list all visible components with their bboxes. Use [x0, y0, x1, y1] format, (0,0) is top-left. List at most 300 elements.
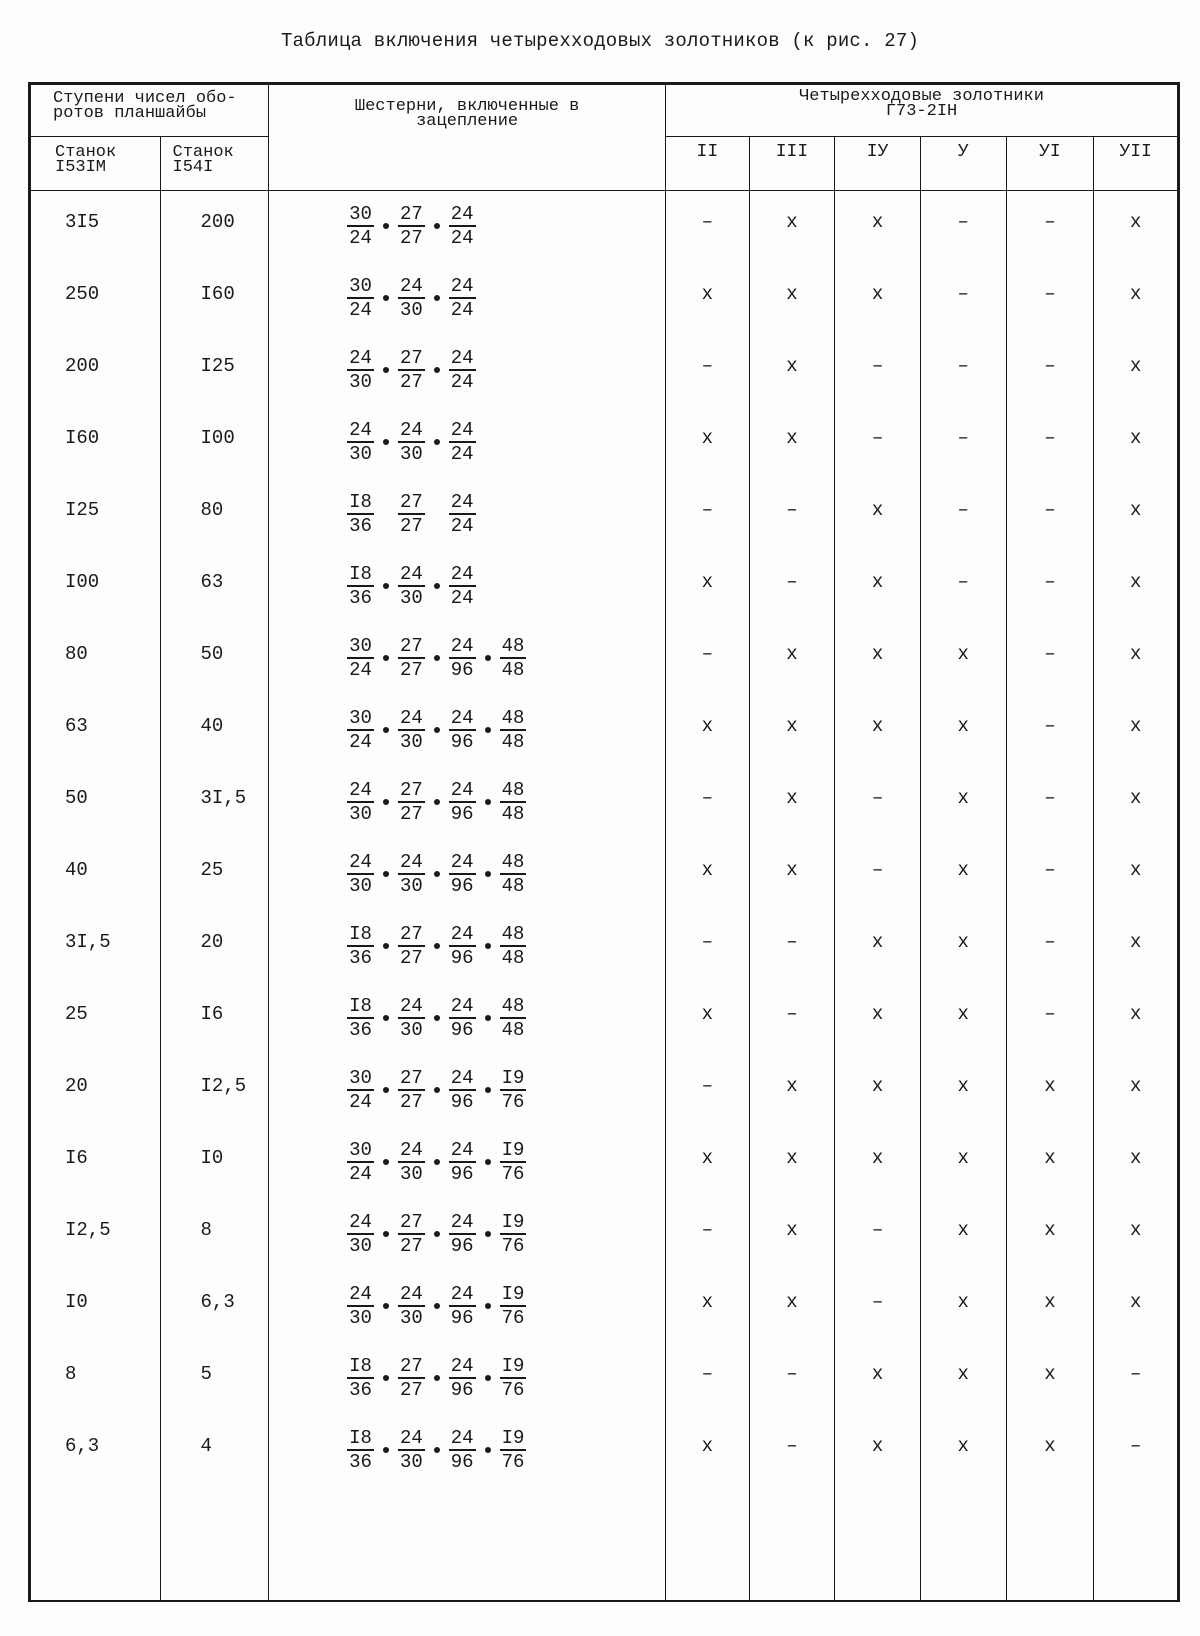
gear-ratio-denominator: 24 [450, 227, 474, 249]
gear-ratio-numerator: 48 [501, 778, 525, 801]
speed-step-machine-1: 200 [31, 335, 161, 407]
gear-ratio-numerator: I9 [501, 1210, 525, 1233]
valve-iv-state: x [835, 479, 921, 551]
gear-ratio [449, 203, 476, 249]
empty-cell [1094, 1487, 1178, 1601]
gear-ratio-numerator: 30 [349, 1066, 372, 1089]
valve-vi-state: x [1006, 1271, 1094, 1343]
gear-ratio [398, 563, 425, 609]
gear-ratio-numerator: I8 [349, 1426, 372, 1449]
gear-ratio-numerator: 24 [349, 1282, 372, 1305]
header-valve-v: У [920, 137, 1006, 191]
empty-cell [666, 1487, 750, 1601]
gear-ratio [347, 995, 374, 1041]
gear-train [269, 1271, 666, 1343]
speed-step-machine-2: 40 [160, 695, 269, 767]
gear-ratio-denominator: 36 [349, 1018, 372, 1041]
gear-ratio-denominator: 30 [349, 802, 372, 825]
multiply-dot [383, 871, 389, 877]
gear-ratio [398, 1283, 425, 1329]
valve-vii-state: x [1094, 839, 1178, 911]
valve-iv-state: – [835, 1271, 921, 1343]
gear-ratio [398, 851, 425, 897]
empty-cell [269, 1487, 666, 1601]
gear-ratio-numerator: 24 [450, 1354, 474, 1377]
table-row [31, 191, 1178, 263]
gear-ratio-denominator: 96 [450, 946, 474, 969]
table-row [31, 479, 1178, 551]
gear-ratio-denominator: 36 [349, 1378, 372, 1401]
gear-ratio [347, 1355, 374, 1401]
gear-train [269, 623, 666, 695]
gear-ratio [449, 851, 476, 897]
speed-step-machine-1: I00 [31, 551, 161, 623]
speed-step-machine-2: 80 [160, 479, 269, 551]
valve-v-state: x [920, 911, 1006, 983]
speed-step-machine-2: 6,3 [160, 1271, 269, 1343]
gear-ratio-denominator: 48 [501, 658, 525, 681]
gear-ratio-denominator: 96 [450, 1378, 474, 1401]
gear-ratio-denominator: 76 [501, 1378, 525, 1401]
table-row [31, 983, 1178, 1055]
valve-vi-state: – [1006, 911, 1094, 983]
gear-ratio-numerator: 27 [399, 203, 423, 225]
valve-vii-state: x [1094, 335, 1178, 407]
gear-ratio-denominator: 96 [450, 802, 474, 825]
multiply-dot [383, 1303, 389, 1309]
gear-ratio-numerator: 24 [349, 778, 372, 801]
valve-ii-state: – [666, 767, 750, 839]
gear-ratio-numerator: 27 [399, 490, 423, 513]
gear-ratio [398, 779, 425, 825]
gear-ratio [449, 779, 476, 825]
gear-ratio-denominator: 96 [450, 730, 474, 753]
gear-ratio [449, 419, 476, 465]
valve-iii-state: x [749, 335, 835, 407]
gear-ratio-denominator: 27 [399, 946, 423, 969]
gear-ratio-numerator: 24 [450, 1426, 474, 1449]
valve-vii-state: – [1094, 1343, 1178, 1415]
multiply-dot [434, 799, 440, 805]
multiply-dot [485, 1375, 491, 1381]
gear-ratio-denominator: 30 [399, 586, 423, 609]
valve-ii-state: – [666, 1199, 750, 1271]
valve-iii-state: – [749, 1415, 835, 1487]
gear-ratio [398, 1211, 425, 1257]
speed-step-machine-1: 8 [31, 1343, 161, 1415]
valve-vii-state: x [1094, 767, 1178, 839]
multiply-dot [383, 295, 389, 301]
gear-train [269, 1343, 666, 1415]
multiply-dot [383, 727, 389, 733]
gear-ratio-numerator: 27 [399, 346, 423, 369]
multiply-dot [485, 1447, 491, 1453]
gear-train [269, 1127, 666, 1199]
valve-vii-state: x [1094, 407, 1178, 479]
speed-step-machine-1: 25 [31, 983, 161, 1055]
speed-step-machine-2: I25 [160, 335, 269, 407]
speed-step-machine-2: I60 [160, 263, 269, 335]
gear-train [269, 695, 666, 767]
valve-vi-state: – [1006, 407, 1094, 479]
valve-ii-state: – [666, 335, 750, 407]
gear-ratio-denominator: 30 [399, 874, 423, 897]
gear-ratio-numerator: 48 [501, 850, 525, 873]
gear-ratio-denominator: 24 [450, 514, 474, 537]
table-row [31, 551, 1178, 623]
gear-ratio-numerator: 48 [501, 922, 525, 945]
header-valve-iv: IУ [835, 137, 921, 191]
gear-train [269, 911, 666, 983]
valve-vi-state: x [1006, 1055, 1094, 1127]
gear-ratio-denominator: 96 [450, 1450, 474, 1473]
gear-ratio [347, 491, 374, 537]
gear-ratio-denominator: 96 [450, 874, 474, 897]
speed-step-machine-2: I2,5 [160, 1055, 269, 1127]
valve-iii-state: – [749, 1343, 835, 1415]
valve-iv-state: – [835, 407, 921, 479]
gear-ratio-numerator: 24 [450, 706, 474, 729]
valve-v-state: – [920, 551, 1006, 623]
gear-ratio [500, 923, 527, 969]
gear-ratio-numerator: 30 [349, 1138, 372, 1161]
header-valve-ii: II [666, 137, 750, 191]
gear-ratio-denominator: 30 [399, 442, 423, 465]
valve-v-state: x [920, 1127, 1006, 1199]
gear-ratio-numerator: I9 [501, 1354, 525, 1377]
valve-ii-state: x [666, 1127, 750, 1199]
multiply-dot [485, 1015, 491, 1021]
valve-vii-state: x [1094, 551, 1178, 623]
valve-iv-state: x [835, 191, 921, 263]
gear-ratio-denominator: 96 [450, 1090, 474, 1113]
valve-iii-state: x [749, 839, 835, 911]
gear-ratio-denominator: 24 [450, 586, 474, 609]
valve-vii-state: x [1094, 1127, 1178, 1199]
speed-step-machine-1: I0 [31, 1271, 161, 1343]
table-row [31, 695, 1178, 767]
gear-ratio-denominator: 24 [349, 658, 372, 681]
valve-ii-state: – [666, 1055, 750, 1127]
speed-step-machine-1: I2,5 [31, 1199, 161, 1271]
gear-ratio-numerator: 24 [450, 994, 474, 1017]
gear-ratio-denominator: 27 [399, 1090, 423, 1113]
valve-iii-state: x [749, 623, 835, 695]
gear-ratio-denominator: 96 [450, 1306, 474, 1329]
gear-ratio [398, 995, 425, 1041]
valve-v-state: – [920, 479, 1006, 551]
gear-train [269, 1415, 666, 1487]
gear-ratio [347, 923, 374, 969]
gear-ratio-denominator: 36 [349, 1450, 372, 1473]
gear-ratio [449, 491, 476, 537]
speed-step-machine-2: 20 [160, 911, 269, 983]
gear-ratio [500, 1283, 527, 1329]
gear-ratio [347, 419, 374, 465]
gear-ratio-numerator: 27 [399, 1354, 423, 1377]
gear-ratio-numerator: 24 [399, 418, 423, 441]
gear-ratio-numerator: 24 [450, 274, 474, 297]
gear-ratio-numerator: I9 [501, 1138, 525, 1161]
valve-iii-state: x [749, 407, 835, 479]
gear-ratio-denominator: 24 [349, 1162, 372, 1185]
gear-ratio [347, 275, 374, 321]
empty-cell [835, 1487, 921, 1601]
valve-vi-state: – [1006, 263, 1094, 335]
gear-ratio-numerator: 24 [399, 1282, 423, 1305]
gear-ratio-numerator: 24 [399, 274, 423, 297]
gear-ratio [398, 203, 425, 249]
valve-vii-state: x [1094, 983, 1178, 1055]
multiply-dot [383, 943, 389, 949]
header-valve-vii: УII [1094, 137, 1178, 191]
valve-iv-state: – [835, 1199, 921, 1271]
multiply-dot [383, 799, 389, 805]
gear-ratio-numerator: 30 [349, 706, 372, 729]
gear-ratio [449, 563, 476, 609]
valve-iv-state: x [835, 1055, 921, 1127]
gear-ratio-numerator: 24 [399, 850, 423, 873]
speed-step-machine-1: 6,3 [31, 1415, 161, 1487]
gear-ratio-numerator: 24 [349, 418, 372, 441]
valve-v-state: – [920, 263, 1006, 335]
gear-train [269, 191, 666, 263]
gear-ratio-denominator: 76 [501, 1306, 525, 1329]
gear-ratio [347, 1139, 374, 1185]
multiply-dot [434, 295, 440, 301]
empty-cell [31, 1487, 161, 1601]
gear-train [269, 1199, 666, 1271]
valve-iii-state: – [749, 479, 835, 551]
multiply-dot [434, 367, 440, 373]
gear-ratio [398, 635, 425, 681]
gear-ratio-numerator: I9 [501, 1066, 525, 1089]
empty-cell [749, 1487, 835, 1601]
valve-ii-state: x [666, 407, 750, 479]
header-gears [269, 85, 666, 191]
valve-iii-state: x [749, 1199, 835, 1271]
multiply-dot [434, 1231, 440, 1237]
gear-ratio-numerator: 24 [399, 706, 423, 729]
valve-iv-state: x [835, 983, 921, 1055]
gear-ratio-denominator: 30 [349, 1234, 372, 1257]
gear-ratio-denominator: 96 [450, 1234, 474, 1257]
gear-ratio [500, 707, 527, 753]
valve-iii-state: x [749, 695, 835, 767]
valve-ii-state: – [666, 623, 750, 695]
speed-step-machine-2: I0 [160, 1127, 269, 1199]
gear-ratio-denominator: 30 [349, 874, 372, 897]
valve-iv-state: x [835, 551, 921, 623]
gear-ratio-denominator: 27 [399, 658, 423, 681]
multiply-dot [434, 1303, 440, 1309]
gear-ratio [500, 779, 527, 825]
gear-train [269, 263, 666, 335]
gear-ratio-denominator: 24 [349, 730, 372, 753]
table-row [31, 407, 1178, 479]
gear-train [269, 983, 666, 1055]
gear-ratio-numerator: 30 [349, 274, 372, 297]
gear-ratio [500, 851, 527, 897]
gear-ratio-numerator: I9 [501, 1282, 525, 1305]
gear-ratio-denominator: 96 [450, 1162, 474, 1185]
gear-ratio-numerator: 24 [450, 1138, 474, 1161]
valve-ii-state: x [666, 263, 750, 335]
gear-ratio-denominator: 76 [501, 1162, 525, 1185]
valve-iii-state: x [749, 1271, 835, 1343]
multiply-dot [383, 223, 389, 229]
empty-cell [920, 1487, 1006, 1601]
speed-step-machine-1: I6 [31, 1127, 161, 1199]
gear-train [269, 551, 666, 623]
gear-ratio-numerator: 24 [450, 634, 474, 657]
gear-ratio [449, 1067, 476, 1113]
gear-ratio-numerator: 30 [349, 203, 372, 225]
valve-iv-state: x [835, 911, 921, 983]
multiply-dot [434, 655, 440, 661]
multiply-dot [383, 655, 389, 661]
valve-ii-state: x [666, 695, 750, 767]
gear-ratio [500, 635, 527, 681]
gear-ratio [449, 635, 476, 681]
table-row [31, 1199, 1178, 1271]
speed-step-machine-2: 200 [160, 191, 269, 263]
valve-iv-state: x [835, 695, 921, 767]
gear-ratio-denominator: 48 [501, 946, 525, 969]
speed-step-machine-2: 8 [160, 1199, 269, 1271]
gear-ratio-denominator: 30 [349, 442, 372, 465]
valve-vii-state: x [1094, 695, 1178, 767]
valve-iii-state: x [749, 263, 835, 335]
multiply-dot [383, 439, 389, 445]
gear-ratio-numerator: 24 [349, 346, 372, 369]
gear-ratio-denominator: 48 [501, 802, 525, 825]
valve-iii-state: – [749, 911, 835, 983]
valve-iii-state: x [749, 1055, 835, 1127]
valve-iv-state: x [835, 263, 921, 335]
gear-ratio-numerator: 24 [450, 778, 474, 801]
gear-ratio-numerator: 24 [450, 850, 474, 873]
gear-ratio [398, 1355, 425, 1401]
gear-ratio-denominator: 30 [349, 1306, 372, 1329]
gear-ratio-denominator: 36 [349, 514, 372, 537]
gear-ratio-denominator: 27 [399, 1378, 423, 1401]
valve-v-state: x [920, 1199, 1006, 1271]
valve-vi-state: – [1006, 479, 1094, 551]
valve-vi-state: x [1006, 1127, 1094, 1199]
table-row [31, 623, 1178, 695]
gear-ratio [347, 1067, 374, 1113]
valve-iii-state: x [749, 1127, 835, 1199]
speed-step-machine-1: 50 [31, 767, 161, 839]
speed-step-machine-2: I00 [160, 407, 269, 479]
multiply-dot [485, 1303, 491, 1309]
speed-step-machine-2: 25 [160, 839, 269, 911]
valve-vi-state: – [1006, 839, 1094, 911]
gear-ratio-numerator: I8 [349, 490, 372, 513]
gear-ratio-numerator: 27 [399, 1210, 423, 1233]
multiply-dot [434, 1015, 440, 1021]
gear-ratio-numerator: 24 [399, 994, 423, 1017]
gear-ratio-denominator: 96 [450, 658, 474, 681]
multiply-dot [434, 223, 440, 229]
gear-ratio [500, 1211, 527, 1257]
gear-ratio-denominator: 48 [501, 730, 525, 753]
table-row [31, 839, 1178, 911]
gear-ratio-denominator: 24 [450, 370, 474, 393]
gear-ratio-numerator: 27 [399, 922, 423, 945]
valve-iv-state: – [835, 767, 921, 839]
multiply-dot [383, 583, 389, 589]
header-valves-text: Четырехходовые золотники Г73-2IН [799, 87, 1044, 121]
gear-ratio [398, 707, 425, 753]
valve-iv-state: x [835, 623, 921, 695]
table-row [31, 1343, 1178, 1415]
gear-ratio-denominator: 27 [399, 514, 423, 537]
speed-step-machine-1: 3I,5 [31, 911, 161, 983]
speed-step-machine-1: 63 [31, 695, 161, 767]
valve-vii-state: x [1094, 911, 1178, 983]
gear-ratio-numerator: 24 [450, 1210, 474, 1233]
table-row [31, 1127, 1178, 1199]
speed-step-machine-2: 3I,5 [160, 767, 269, 839]
gear-ratio-denominator: 30 [349, 370, 372, 393]
gear-ratio-denominator: 30 [399, 298, 423, 321]
speed-step-machine-1: I25 [31, 479, 161, 551]
valve-vi-state: x [1006, 1415, 1094, 1487]
empty-cell [160, 1487, 269, 1601]
multiply-dot [434, 727, 440, 733]
gear-ratio [449, 347, 476, 393]
gear-ratio-numerator: 24 [399, 1138, 423, 1161]
valve-iv-state: – [835, 839, 921, 911]
gear-ratio [347, 779, 374, 825]
header-valve-iii: III [749, 137, 835, 191]
multiply-dot [434, 1447, 440, 1453]
gear-ratio [398, 275, 425, 321]
valve-v-state: x [920, 839, 1006, 911]
gear-ratio [500, 995, 527, 1041]
gear-ratio [347, 635, 374, 681]
valve-ii-state: x [666, 551, 750, 623]
gear-ratio [398, 419, 425, 465]
table-filler-row [31, 1487, 1178, 1601]
multiply-dot [383, 1375, 389, 1381]
table-row [31, 335, 1178, 407]
gear-ratio-numerator: I8 [349, 922, 372, 945]
valve-vi-state: – [1006, 551, 1094, 623]
valve-iii-state: x [749, 191, 835, 263]
gear-ratio-denominator: 30 [399, 1306, 423, 1329]
gear-ratio [398, 491, 425, 537]
header-machine-1 [31, 137, 161, 191]
multiply-dot [434, 439, 440, 445]
valve-iii-state: – [749, 551, 835, 623]
table-row [31, 1415, 1178, 1487]
gear-ratio-denominator: 76 [501, 1234, 525, 1257]
speed-step-machine-1: I60 [31, 407, 161, 479]
valve-vii-state: x [1094, 1271, 1178, 1343]
gear-ratio-numerator: I9 [501, 1426, 525, 1449]
gear-ratio-numerator: 27 [399, 778, 423, 801]
gear-ratio-denominator: 30 [399, 1162, 423, 1185]
valve-v-state: x [920, 1271, 1006, 1343]
header-valves [666, 85, 1178, 137]
valve-vi-state: – [1006, 767, 1094, 839]
header-steps-group: Ступени чисел обо- ротов планшайбы [31, 85, 269, 137]
valve-vii-state: x [1094, 479, 1178, 551]
gear-ratio-denominator: 27 [399, 227, 423, 249]
